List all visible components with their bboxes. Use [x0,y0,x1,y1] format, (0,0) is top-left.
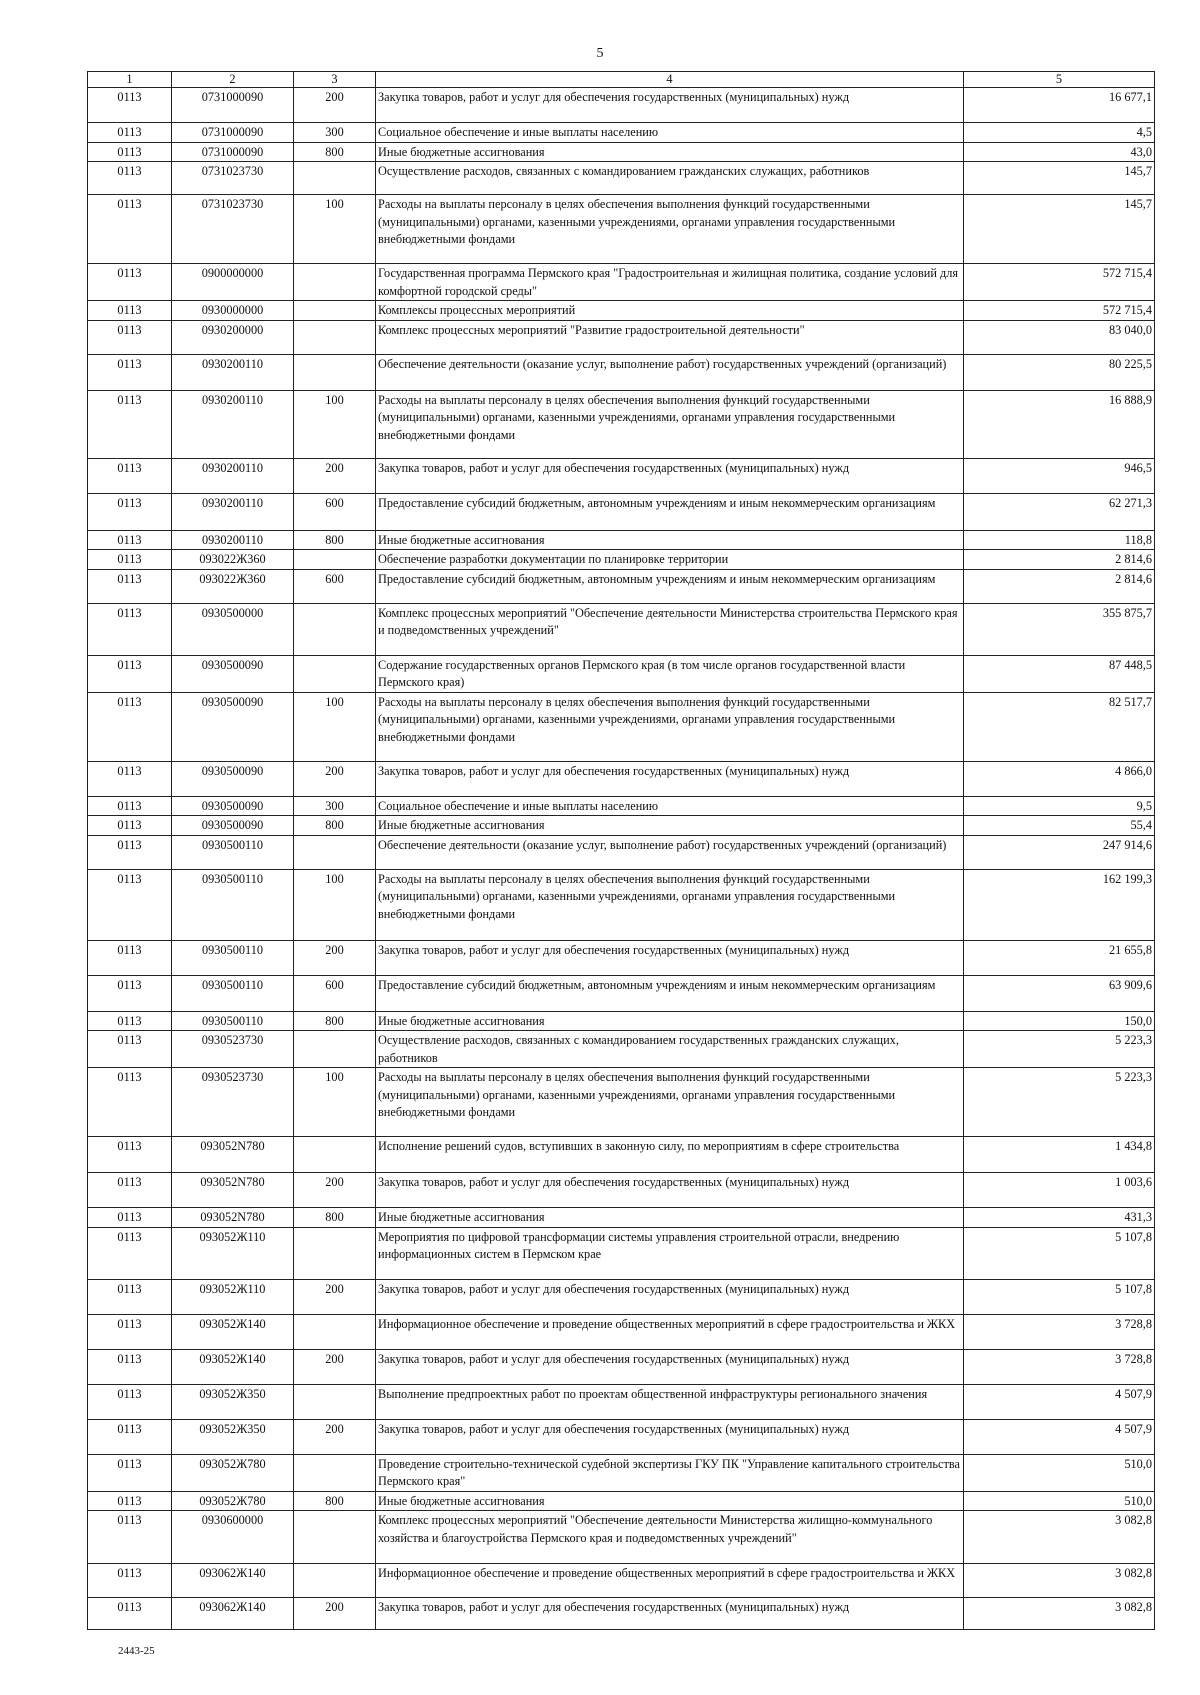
section-cell: 0113 [88,1511,172,1564]
name-cell: Расходы на выплаты персоналу в целях обеспечения выполнения функций государственными (муниципальными) органами, казенными учреждениями, органами управления государственными внебюджетными фондами [376,1068,964,1137]
name-cell: Расходы на выплаты персоналу в целях обеспечения выполнения функций государственными (муниципальными) органами, казенными учреждениями, органами управления государственными внебюджетными фондами [376,390,964,458]
expense-type-cell [294,320,376,354]
section-cell: 0113 [88,1031,172,1068]
amount-cell: 62 271,3 [964,493,1155,530]
section-cell: 0113 [88,1384,172,1419]
expense-type-cell: 800 [294,1011,376,1031]
amount-cell: 3 082,8 [964,1511,1155,1564]
target-code-cell: 0731000090 [172,142,294,162]
amount-cell: 3 728,8 [964,1349,1155,1384]
section-cell: 0113 [88,1314,172,1349]
target-code-cell: 093052Ж780 [172,1491,294,1511]
table-row [88,1137,1155,1173]
target-code-cell: 093062Ж140 [172,1598,294,1630]
section-cell: 0113 [88,195,172,264]
expense-type-cell: 100 [294,195,376,264]
table-row [88,1227,1155,1279]
section-cell: 0113 [88,761,172,796]
expense-type-cell: 200 [294,88,376,123]
name-cell: Комплексы процессных мероприятий [376,301,964,321]
amount-cell: 1 434,8 [964,1137,1155,1173]
name-cell: Комплекс процессных мероприятий "Обеспечение деятельности Министерства строительства Пермского края и подведомственных учреждений" [376,603,964,655]
page-number: 5 [596,46,604,61]
target-code-cell: 093052N780 [172,1208,294,1228]
expense-type-cell: 800 [294,1208,376,1228]
amount-cell: 16 888,9 [964,390,1155,458]
table-row [88,1419,1155,1454]
expense-type-cell: 200 [294,1279,376,1314]
target-code-cell: 093052Ж140 [172,1314,294,1349]
table-row [88,1491,1155,1511]
expense-type-cell: 200 [294,1419,376,1454]
table-row [88,354,1155,390]
table-row [88,692,1155,761]
target-code-cell: 0930500110 [172,1011,294,1031]
amount-cell: 55,4 [964,816,1155,836]
table-row [88,1454,1155,1491]
section-cell: 0113 [88,569,172,603]
name-cell: Иные бюджетные ассигнования [376,816,964,836]
amount-cell: 510,0 [964,1454,1155,1491]
budget-table [87,71,1155,1630]
expense-type-cell [294,1384,376,1419]
section-cell: 0113 [88,1137,172,1173]
name-cell: Закупка товаров, работ и услуг для обеспечения государственных (муниципальных) нужд [376,458,964,493]
amount-cell: 5 223,3 [964,1031,1155,1068]
name-cell: Иные бюджетные ассигнования [376,530,964,550]
expense-type-cell: 300 [294,123,376,143]
section-cell: 0113 [88,1011,172,1031]
section-cell: 0113 [88,1227,172,1279]
target-code-cell: 0930500090 [172,796,294,816]
amount-cell: 5 107,8 [964,1279,1155,1314]
table-row [88,493,1155,530]
name-cell: Закупка товаров, работ и услуг для обеспечения государственных (муниципальных) нужд [376,88,964,123]
table-row [88,869,1155,940]
table-row [88,975,1155,1011]
table-row [88,1031,1155,1068]
table-row [88,835,1155,869]
amount-cell: 43,0 [964,142,1155,162]
table-row [88,1349,1155,1384]
table-row [88,1511,1155,1564]
amount-cell: 2 814,6 [964,550,1155,570]
expense-type-cell: 200 [294,1173,376,1208]
section-cell: 0113 [88,1208,172,1228]
name-cell: Комплекс процессных мероприятий "Развитие градостроительной деятельности" [376,320,964,354]
amount-cell: 431,3 [964,1208,1155,1228]
section-cell: 0113 [88,1419,172,1454]
table-row [88,761,1155,796]
amount-cell: 118,8 [964,530,1155,550]
target-code-cell: 0930500110 [172,975,294,1011]
amount-cell: 5 223,3 [964,1068,1155,1137]
section-cell: 0113 [88,869,172,940]
name-cell: Осуществление расходов, связанных с командированием гражданских служащих, работников [376,162,964,195]
section-cell: 0113 [88,142,172,162]
target-code-cell: 093052Ж140 [172,1349,294,1384]
table-row [88,1011,1155,1031]
table-row [88,301,1155,321]
expense-type-cell: 600 [294,493,376,530]
section-cell: 0113 [88,264,172,301]
amount-cell: 150,0 [964,1011,1155,1031]
expense-type-cell [294,1314,376,1349]
expense-type-cell: 800 [294,1491,376,1511]
amount-cell: 9,5 [964,796,1155,816]
name-cell: Расходы на выплаты персоналу в целях обеспечения выполнения функций государственными (муниципальными) органами, казенными учреждениями, органами управления государственными внебюджетными фондами [376,692,964,761]
target-code-cell: 093052Ж780 [172,1454,294,1491]
name-cell: Обеспечение деятельности (оказание услуг, выполнение работ) государственных учреждений (организаций) [376,354,964,390]
table-row [88,1173,1155,1208]
column-header-target-code: 2 [172,72,294,88]
target-code-cell: 0930200110 [172,493,294,530]
target-code-cell: 0930500090 [172,692,294,761]
name-cell: Содержание государственных органов Пермского края (в том числе органов государственной власти Пермского края) [376,655,964,692]
expense-type-cell: 100 [294,1068,376,1137]
section-cell: 0113 [88,1564,172,1598]
name-cell: Мероприятия по цифровой трансформации системы управления строительной отрасли, внедрению информационных систем в Пермском крае [376,1227,964,1279]
section-cell: 0113 [88,940,172,975]
section-cell: 0113 [88,1068,172,1137]
expense-type-cell [294,603,376,655]
table-row [88,123,1155,143]
expense-type-cell [294,301,376,321]
name-cell: Обеспечение разработки документации по планировке территории [376,550,964,570]
table-row [88,320,1155,354]
name-cell: Информационное обеспечение и проведение общественных мероприятий в сфере градостроительства и ЖКХ [376,1564,964,1598]
name-cell: Комплекс процессных мероприятий "Обеспечение деятельности Министерства жилищно-коммунального хозяйства и благоустройства Пермского края и подведомственных учреждений" [376,1511,964,1564]
document-code: 2443-25 [118,1645,155,1657]
section-cell: 0113 [88,530,172,550]
name-cell: Осуществление расходов, связанных с командированием государственных гражданских служащих, работников [376,1031,964,1068]
table-row [88,796,1155,816]
amount-cell: 247 914,6 [964,835,1155,869]
amount-cell: 63 909,6 [964,975,1155,1011]
name-cell: Предоставление субсидий бюджетным, автономным учреждениям и иным некоммерческим организациям [376,975,964,1011]
amount-cell: 83 040,0 [964,320,1155,354]
column-header-section: 1 [88,72,172,88]
name-cell: Проведение строительно-технической судебной экспертизы ГКУ ПК "Управление капитального строительства Пермского края" [376,1454,964,1491]
expense-type-cell: 800 [294,142,376,162]
expense-type-cell [294,264,376,301]
table-row [88,1598,1155,1630]
table-row [88,569,1155,603]
expense-type-cell [294,1564,376,1598]
table-row [88,530,1155,550]
target-code-cell: 093052Ж110 [172,1279,294,1314]
name-cell: Предоставление субсидий бюджетным, автономным учреждениям и иным некоммерческим организациям [376,569,964,603]
amount-cell: 510,0 [964,1491,1155,1511]
section-cell: 0113 [88,301,172,321]
target-code-cell: 0731023730 [172,195,294,264]
amount-cell: 946,5 [964,458,1155,493]
name-cell: Закупка товаров, работ и услуг для обеспечения государственных (муниципальных) нужд [376,761,964,796]
name-cell: Расходы на выплаты персоналу в целях обеспечения выполнения функций государственными (муниципальными) органами, казенными учреждениями, органами управления государственными внебюджетными фондами [376,869,964,940]
name-cell: Закупка товаров, работ и услуг для обеспечения государственных (муниципальных) нужд [376,1419,964,1454]
target-code-cell: 0731000090 [172,123,294,143]
target-code-cell: 0930523730 [172,1031,294,1068]
expense-type-cell [294,1137,376,1173]
amount-cell: 355 875,7 [964,603,1155,655]
expense-type-cell: 600 [294,975,376,1011]
target-code-cell: 0930200110 [172,530,294,550]
name-cell: Закупка товаров, работ и услуг для обеспечения государственных (муниципальных) нужд [376,1173,964,1208]
target-code-cell: 093052N780 [172,1137,294,1173]
amount-cell: 145,7 [964,195,1155,264]
expense-type-cell [294,835,376,869]
section-cell: 0113 [88,123,172,143]
target-code-cell: 093052Ж350 [172,1384,294,1419]
amount-cell: 82 517,7 [964,692,1155,761]
expense-type-cell: 200 [294,458,376,493]
column-header-name: 4 [376,72,964,88]
table-row [88,1384,1155,1419]
column-header-amount: 5 [964,72,1155,88]
section-cell: 0113 [88,692,172,761]
table-row [88,1279,1155,1314]
section-cell: 0113 [88,458,172,493]
target-code-cell: 0930200110 [172,354,294,390]
amount-cell: 4 866,0 [964,761,1155,796]
expense-type-cell [294,162,376,195]
target-code-cell: 0930500090 [172,816,294,836]
target-code-cell: 093052N780 [172,1173,294,1208]
section-cell: 0113 [88,975,172,1011]
expense-type-cell [294,354,376,390]
section-cell: 0113 [88,354,172,390]
amount-cell: 3 728,8 [964,1314,1155,1349]
amount-cell: 87 448,5 [964,655,1155,692]
section-cell: 0113 [88,390,172,458]
section-cell: 0113 [88,162,172,195]
amount-cell: 4 507,9 [964,1384,1155,1419]
expense-type-cell [294,1031,376,1068]
name-cell: Социальное обеспечение и иные выплаты населению [376,796,964,816]
name-cell: Расходы на выплаты персоналу в целях обеспечения выполнения функций государственными (муниципальными) органами, казенными учреждениями, органами управления государственными внебюджетными фондами [376,195,964,264]
section-cell: 0113 [88,1454,172,1491]
target-code-cell: 0930500110 [172,940,294,975]
target-code-cell: 0930500110 [172,835,294,869]
table-row [88,816,1155,836]
amount-cell: 3 082,8 [964,1564,1155,1598]
table-row [88,1068,1155,1137]
expense-type-cell [294,550,376,570]
name-cell: Государственная программа Пермского края "Градостроительная и жилищная политика, создание условий для комфортной городской среды" [376,264,964,301]
table-row [88,162,1155,195]
table-row [88,1314,1155,1349]
section-cell: 0113 [88,603,172,655]
expense-type-cell: 800 [294,816,376,836]
name-cell: Закупка товаров, работ и услуг для обеспечения государственных (муниципальных) нужд [376,1598,964,1630]
name-cell: Предоставление субсидий бюджетным, автономным учреждениям и иным некоммерческим организациям [376,493,964,530]
amount-cell: 162 199,3 [964,869,1155,940]
section-cell: 0113 [88,655,172,692]
expense-type-cell: 300 [294,796,376,816]
table-row [88,940,1155,975]
target-code-cell: 093022Ж360 [172,550,294,570]
target-code-cell: 0930000000 [172,301,294,321]
section-cell: 0113 [88,320,172,354]
target-code-cell: 0900000000 [172,264,294,301]
expense-type-cell: 800 [294,530,376,550]
table-row [88,264,1155,301]
table-row [88,1208,1155,1228]
table-row [88,88,1155,123]
table-row [88,142,1155,162]
target-code-cell: 0731000090 [172,88,294,123]
name-cell: Закупка товаров, работ и услуг для обеспечения государственных (муниципальных) нужд [376,1279,964,1314]
target-code-cell: 0930500090 [172,761,294,796]
target-code-cell: 0930200000 [172,320,294,354]
target-code-cell: 0930500110 [172,869,294,940]
table-row [88,458,1155,493]
name-cell: Иные бюджетные ассигнования [376,1208,964,1228]
target-code-cell: 0731023730 [172,162,294,195]
amount-cell: 2 814,6 [964,569,1155,603]
target-code-cell: 0930200110 [172,458,294,493]
section-cell: 0113 [88,835,172,869]
expense-type-cell: 100 [294,869,376,940]
target-code-cell: 0930500090 [172,655,294,692]
section-cell: 0113 [88,1279,172,1314]
name-cell: Выполнение предпроектных работ по проектам общественной инфраструктуры регионального значения [376,1384,964,1419]
table-row [88,390,1155,458]
amount-cell: 572 715,4 [964,301,1155,321]
expense-type-cell: 600 [294,569,376,603]
amount-cell: 4 507,9 [964,1419,1155,1454]
amount-cell: 572 715,4 [964,264,1155,301]
section-cell: 0113 [88,816,172,836]
section-cell: 0113 [88,88,172,123]
expense-type-cell: 200 [294,761,376,796]
name-cell: Иные бюджетные ассигнования [376,1011,964,1031]
section-cell: 0113 [88,1491,172,1511]
table-row [88,603,1155,655]
section-cell: 0113 [88,796,172,816]
target-code-cell: 093062Ж140 [172,1564,294,1598]
amount-cell: 16 677,1 [964,88,1155,123]
table-body [88,88,1155,1630]
amount-cell: 145,7 [964,162,1155,195]
target-code-cell: 0930600000 [172,1511,294,1564]
expense-type-cell [294,1227,376,1279]
section-cell: 0113 [88,1349,172,1384]
table-row [88,1564,1155,1598]
name-cell: Информационное обеспечение и проведение общественных мероприятий в сфере градостроительства и ЖКХ [376,1314,964,1349]
section-cell: 0113 [88,1173,172,1208]
section-cell: 0113 [88,1598,172,1630]
expense-type-cell: 100 [294,692,376,761]
name-cell: Закупка товаров, работ и услуг для обеспечения государственных (муниципальных) нужд [376,1349,964,1384]
amount-cell: 1 003,6 [964,1173,1155,1208]
expense-type-cell: 200 [294,940,376,975]
target-code-cell: 093052Ж350 [172,1419,294,1454]
expense-type-cell [294,655,376,692]
table-row [88,550,1155,570]
expense-type-cell: 200 [294,1349,376,1384]
amount-cell: 80 225,5 [964,354,1155,390]
section-cell: 0113 [88,493,172,530]
column-header-expense-type: 3 [294,72,376,88]
target-code-cell: 093022Ж360 [172,569,294,603]
target-code-cell: 0930523730 [172,1068,294,1137]
expense-type-cell [294,1454,376,1491]
expense-type-cell [294,1511,376,1564]
name-cell: Закупка товаров, работ и услуг для обеспечения государственных (муниципальных) нужд [376,940,964,975]
expense-type-cell: 200 [294,1598,376,1630]
target-code-cell: 093052Ж110 [172,1227,294,1279]
name-cell: Исполнение решений судов, вступивших в законную силу, по мероприятиям в сфере строительства [376,1137,964,1173]
amount-cell: 21 655,8 [964,940,1155,975]
table-row [88,655,1155,692]
target-code-cell: 0930500000 [172,603,294,655]
amount-cell: 4,5 [964,123,1155,143]
expense-type-cell: 100 [294,390,376,458]
amount-cell: 3 082,8 [964,1598,1155,1630]
name-cell: Социальное обеспечение и иные выплаты населению [376,123,964,143]
target-code-cell: 0930200110 [172,390,294,458]
section-cell: 0113 [88,550,172,570]
name-cell: Иные бюджетные ассигнования [376,1491,964,1511]
name-cell: Обеспечение деятельности (оказание услуг, выполнение работ) государственных учреждений (организаций) [376,835,964,869]
table-row [88,195,1155,264]
name-cell: Иные бюджетные ассигнования [376,142,964,162]
table-header-row [88,72,1155,88]
amount-cell: 5 107,8 [964,1227,1155,1279]
